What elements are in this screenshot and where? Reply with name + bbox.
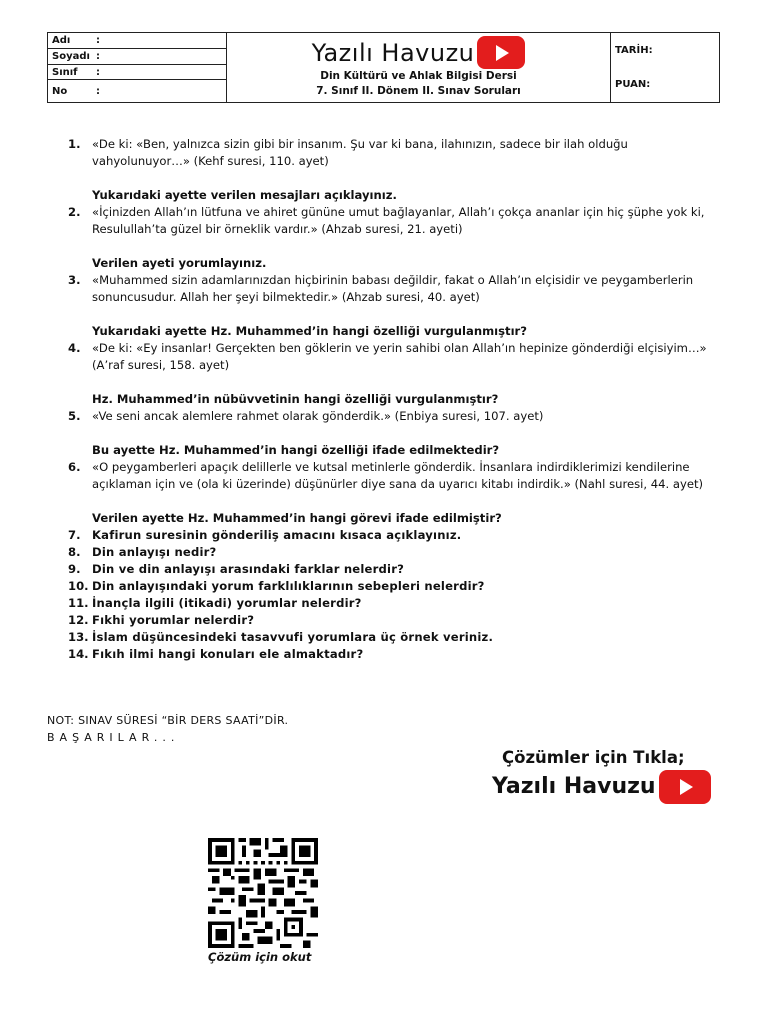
question-text: İnançla ilgili (itikadi) yorumlar nelerdir? [92,596,362,610]
question-number: 12. [68,613,89,627]
question-number: 10. [68,579,89,593]
brand-link[interactable] [312,36,526,69]
youtube-play-icon[interactable] [659,770,711,804]
solutions-brand-link[interactable] [492,770,722,804]
question-text: Din anlayışındaki yorum farklılıklarının sebepleri nelerdir? [92,579,485,593]
short-question-item [68,612,728,629]
question-number: 7. [68,528,81,542]
youtube-play-icon[interactable] [477,36,525,69]
question-prompt: Hz. Muhammed’in nübüvvetinin hangi özelliği vurgulanmıştır? [92,392,499,406]
student-class-field[interactable]: Sınıf : [48,65,226,80]
qr-code-icon[interactable] [206,838,320,948]
question-prompt: Verilen ayette Hz. Muhammed’in hangi görevi ifade edilmiştir? [92,511,502,525]
question-text: Din ve din anlayışı arasındaki farklar nelerdir? [92,562,405,576]
short-question-item [68,629,728,646]
short-question-item [68,578,728,595]
short-question-item [68,561,728,578]
question-number: 4. [68,341,81,355]
question-prompt: Verilen ayeti yorumlayınız. [92,256,267,270]
question-prompt: Yukarıdaki ayette Hz. Muhammed’in hangi özelliği vurgulanmıştır? [92,324,527,338]
question-text: «De ki: «Ben, yalnızca sizin gibi bir insanım. Şu var ki bana, ilahınızın, sadece bir ilah olduğu vahyolunuyor…» (Kehf suresi, 110. ayet) [92,137,628,168]
student-info-fields [48,33,227,102]
question-text: Kafirun suresinin gönderiliş amacını kısaca açıklayınız. [92,528,462,542]
short-question-item [68,595,728,612]
short-question-item [68,646,728,663]
question-prompt: Yukarıdaki ayette verilen mesajları açıklayınız. [92,188,397,202]
number-label: No [52,85,68,97]
question-number: 14. [68,647,89,661]
question-number: 8. [68,545,81,559]
question-text: Fıkhi yorumlar nelerdir? [92,613,255,627]
question-text: «De ki: «Ey insanlar! Gerçekten ben göklerin ve yerin sahibi olan Allah’ın hepinize gönderdiği elçisiyim…» (A’raf suresi, 158. ayet) [92,341,707,372]
solutions-cta-text[interactable]: Çözümler için Tıkla; [502,748,685,767]
solutions-link[interactable] [492,746,722,804]
score-field[interactable]: PUAN: [615,79,651,91]
question-text: «İçinizden Allah’ın lütfuna ve ahiret gününe umut bağlayanlar, Allah’ı çokça ananlar için hiç şüphe yok ki, Resulullah’ta güzel bir örneklik vardır.» (Ahzab suresi, 21. ayeti) [92,205,705,236]
exam-note [47,712,288,746]
grading-fields [610,33,719,102]
date-field[interactable]: TARİH: [615,44,653,56]
name-label: Adı [52,35,71,46]
question-number: 5. [68,409,81,423]
question-number: 1. [68,137,81,151]
duration-note: NOT: SINAV SÜRESİ “BİR DERS SAATİ”DİR. [47,714,289,727]
student-surname-field[interactable]: Soyadı : [48,49,226,65]
question-number: 9. [68,562,81,576]
question-prompt: Bu ayette Hz. Muhammed’in hangi özelliği ifade edilmektedir? [92,443,500,457]
question-number: 6. [68,460,81,474]
question-item [68,459,728,493]
surname-label: Soyadı [52,51,90,62]
short-question-item [68,527,728,544]
subject-title: Din Kültürü ve Ahlak Bilgisi Dersi [320,70,517,82]
exam-header-table [47,32,720,103]
question-list [68,136,728,663]
brand-title: Yazılı Havuzu [311,38,475,67]
question-text: «Muhammed sizin adamlarınızdan hiçbirinin babası değildir, fakat o Allah’ın elçisidir ve peygamberlerin sonuncusudur. Allah her şeyi bilmektedir.» (Ahzab suresi, 40. ayet) [92,273,694,304]
class-label: Sınıf [52,66,78,78]
question-text: Fıkıh ilmi hangi konuları ele almaktadır? [92,647,364,661]
question-item [68,204,728,238]
good-luck-note: BAŞARILAR... [47,731,180,744]
short-question-item [68,544,728,561]
question-text: İslam düşüncesindeki tasavvufi yorumlara üç örnek veriniz. [92,630,494,644]
question-text: Din anlayışı nedir? [92,545,217,559]
qr-caption: Çözüm için okut [208,950,312,964]
question-item [68,408,728,425]
question-item [68,136,728,170]
exam-title: 7. Sınıf II. Dönem II. Sınav Soruları [316,85,521,97]
question-number: 2. [68,205,81,219]
qr-code-block [206,838,326,964]
exam-title-block [227,33,610,102]
question-number: 13. [68,630,89,644]
question-item [68,272,728,306]
student-number-field[interactable]: No : [52,85,100,97]
question-text: «Ve seni ancak alemlere rahmet olarak gönderdik.» (Enbiya suresi, 107. ayet) [92,409,544,423]
question-item [68,340,728,374]
question-text: «O peygamberleri apaçık delillerle ve kutsal metinlerle gönderdik. İnsanlara indirdiklerimizi kendilerine açıklaman için ve (ola ki üzerinde) düşünürler diye sana da uyarıcı kitabı indirdik.» (Nahl suresi, 44. ayet) [92,460,704,491]
student-name-field[interactable]: Adı : [48,33,226,49]
question-number: 11. [68,596,89,610]
cta-brand-title[interactable]: Yazılı Havuzu [492,774,656,799]
question-number: 3. [68,273,81,287]
